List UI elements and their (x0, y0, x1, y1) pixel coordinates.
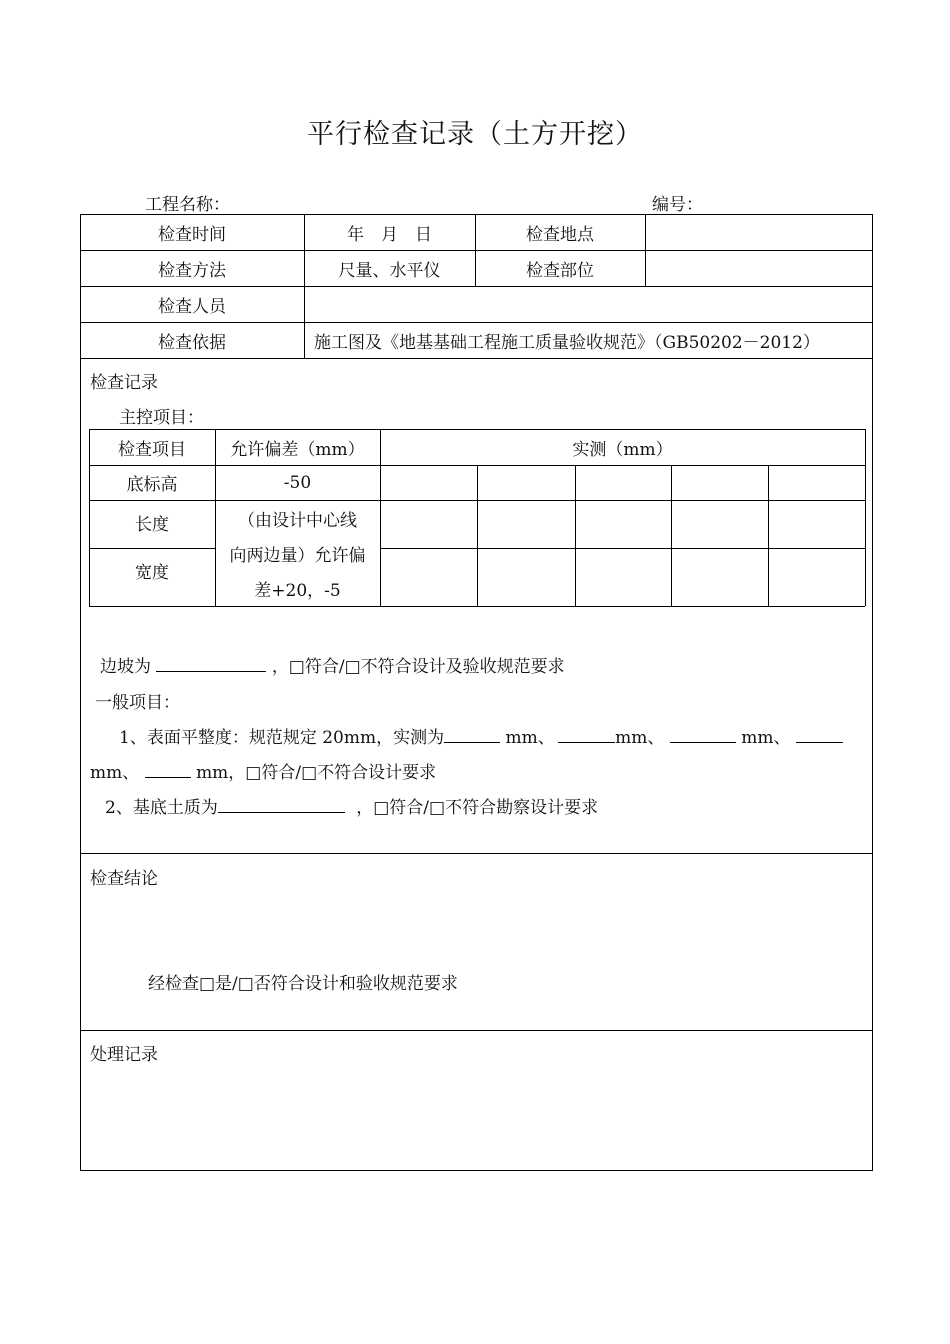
inspection-time-label: 检查时间 (158, 224, 226, 245)
inspection-basis-value: 施工图及《地基基础工程施工质量验收规范》（GB50202－2012） (314, 332, 820, 353)
soil-quality-input[interactable] (218, 798, 345, 813)
table-header-item: 检查项目 (118, 439, 186, 460)
conclusion-label: 检查结论 (90, 869, 158, 889)
table-header-measured: 实测（mm） (572, 439, 673, 460)
inspection-date-field[interactable]: 年 月 日 (347, 224, 432, 245)
tolerance-line: 向两边量）允许偏 (229, 546, 366, 566)
table-row-tolerance: -50 (283, 472, 312, 493)
divider (768, 465, 769, 606)
tolerance-line: 差+20，-5 (254, 581, 341, 601)
handling-label: 处理记录 (90, 1045, 158, 1065)
divider (575, 465, 576, 606)
divider (89, 606, 865, 607)
slope-prefix: 边坡为 (100, 657, 151, 677)
unit-text: mm、 (505, 728, 555, 748)
conclusion-text: 经检查□是/□否符合设计和验收规范要求 (148, 974, 458, 994)
flatness-line-1 (119, 723, 843, 748)
divider (865, 429, 866, 606)
inspection-location-label: 检查地点 (526, 224, 594, 245)
slope-input[interactable] (156, 657, 266, 672)
flatness-input-5[interactable] (145, 763, 191, 778)
flatness-input-1[interactable] (444, 728, 500, 743)
flatness-line-2 (90, 758, 436, 783)
divider (380, 548, 865, 549)
slope-suffix: ，□符合/□不符合设计及验收规范要求 (271, 657, 565, 677)
table-row-item: 长度 (135, 515, 169, 535)
page-title: 平行检查记录（土方开挖） (307, 119, 643, 150)
soil-quality-line (105, 793, 598, 818)
table-row-item: 宽度 (135, 563, 169, 583)
unit-text: mm、 (615, 728, 665, 748)
inspection-part-label: 检查部位 (526, 260, 594, 281)
general-items-label: 一般项目： (95, 693, 180, 713)
inspection-method-value: 尺量、水平仪 (338, 260, 441, 281)
inspection-location-field[interactable] (645, 214, 873, 250)
divider (80, 853, 873, 854)
flatness-prefix: 1、表面平整度：规范规定 20mm，实测为 (119, 728, 445, 748)
flatness-input-2[interactable] (558, 728, 615, 743)
slope-line (100, 652, 565, 677)
inspector-field[interactable] (304, 286, 873, 322)
flatness-input-3[interactable] (670, 728, 736, 743)
record-label: 检查记录 (90, 373, 158, 393)
inspection-method-label: 检查方法 (158, 260, 226, 281)
divider (671, 465, 672, 606)
divider (477, 465, 478, 606)
project-name-label: 工程名称： (145, 195, 230, 215)
number-label: 编号： (652, 195, 703, 215)
shared-tolerance (215, 504, 380, 609)
inspection-part-field[interactable] (645, 250, 873, 286)
flatness-suffix: mm，□符合/□不符合设计要求 (196, 763, 437, 783)
inspection-basis-label: 检查依据 (158, 332, 226, 353)
table-header-tolerance: 允许偏差（mm） (230, 439, 365, 460)
flatness-input-4[interactable] (796, 728, 843, 743)
table-row-item: 底标高 (126, 475, 178, 495)
main-items-label: 主控项目： (119, 408, 204, 428)
unit-text: mm、 (741, 728, 791, 748)
soil-prefix: 2、基底土质为 (105, 798, 218, 818)
soil-suffix: ，□符合/□不符合勘察设计要求 (356, 798, 599, 818)
divider (80, 358, 873, 359)
inspector-label: 检查人员 (158, 296, 226, 317)
tolerance-line: （由设计中心线 (238, 511, 357, 531)
divider (80, 1030, 873, 1031)
unit-text: mm、 (90, 763, 140, 783)
